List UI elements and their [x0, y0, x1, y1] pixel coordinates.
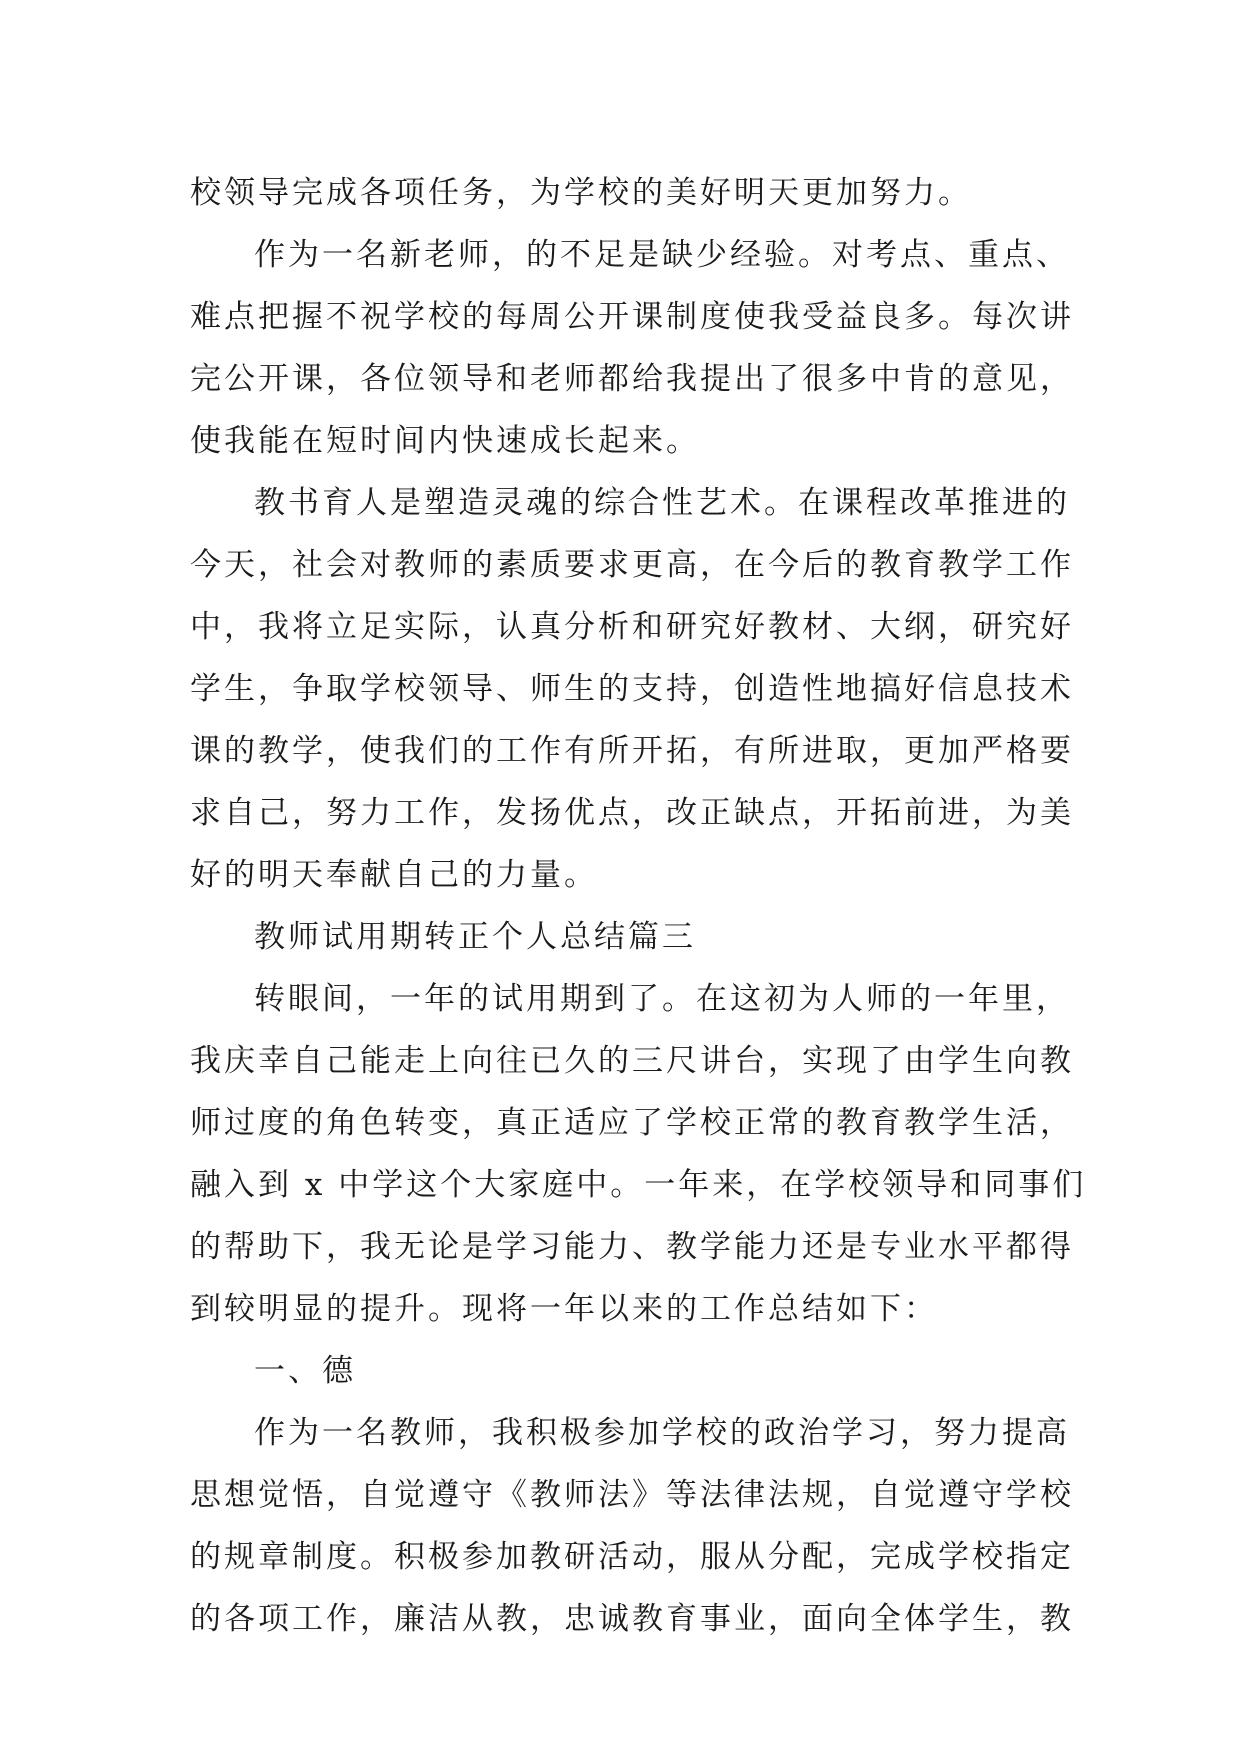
subsection-heading: [190, 1340, 1060, 1402]
paragraph-2: [190, 224, 1074, 472]
text-line: 我庆幸自己能走上向往已久的三尺讲台，实现了由学生向教: [190, 1043, 1074, 1079]
text-line: 作为一名教师，我积极参加学校的政治学习，努力提高: [254, 1415, 1070, 1451]
text-line: 的规章制度。积极参加教研活动，服从分配，完成学校指定: [190, 1539, 1074, 1575]
paragraph-1: [190, 162, 1060, 224]
text-line: 难点把握不祝学校的每周公开课制度使我受益良多。每次讲: [190, 299, 1074, 335]
text-line: 融入到 x 中学这个大家庭中。一年来，在学校领导和同事们: [190, 1167, 1087, 1203]
section-heading-text: 教师试用期转正个人总结篇三: [254, 919, 696, 955]
text-line: 完公开课，各位领导和老师都给我提出了很多中肯的意见，: [190, 361, 1074, 397]
text-line: 使我能在短时间内快速成长起来。: [190, 423, 700, 459]
subsection-heading-text: 一、德: [254, 1353, 356, 1389]
text-line: 思想觉悟，自觉遵守《教师法》等法律法规，自觉遵守学校: [190, 1477, 1074, 1513]
text-line: 课的教学，使我们的工作有所开拓，有所进取，更加严格要: [190, 733, 1074, 769]
text-line: 到较明显的提升。现将一年以来的工作总结如下：: [190, 1291, 938, 1327]
text-line: 求自己，努力工作，发扬优点，改正缺点，开拓前进，为美: [190, 795, 1074, 831]
paragraph-3: [190, 472, 1074, 906]
text-line: 作为一名新老师，的不足是缺少经验。对考点、重点、: [254, 237, 1070, 273]
text-line: 的帮助下，我无论是学习能力、教学能力还是专业水平都得: [190, 1229, 1074, 1265]
text-line: 好的明天奉献自己的力量。: [190, 857, 598, 893]
text-line: 校领导完成各项任务，为学校的美好明天更加努力。: [190, 175, 972, 211]
paragraph-5: [190, 1402, 1074, 1650]
section-heading: [190, 906, 1060, 968]
document-body: [190, 162, 1087, 1650]
text-line: 的各项工作，廉洁从教，忠诚教育事业，面向全体学生，教: [190, 1601, 1074, 1637]
text-line: 中，我将立足实际，认真分析和研究好教材、大纲，研究好: [190, 609, 1074, 645]
paragraph-4: [190, 968, 1087, 1340]
text-line: 教书育人是塑造灵魂的综合性艺术。在课程改革推进的: [254, 485, 1070, 521]
text-line: 师过度的角色转变，真正适应了学校正常的教育教学生活，: [190, 1105, 1074, 1141]
text-line: 今天，社会对教师的素质要求更高，在今后的教育教学工作: [190, 547, 1074, 583]
text-line: 转眼间，一年的试用期到了。在这初为人师的一年里，: [254, 981, 1070, 1017]
text-line: 学生，争取学校领导、师生的支持，创造性地搞好信息技术: [190, 671, 1074, 707]
